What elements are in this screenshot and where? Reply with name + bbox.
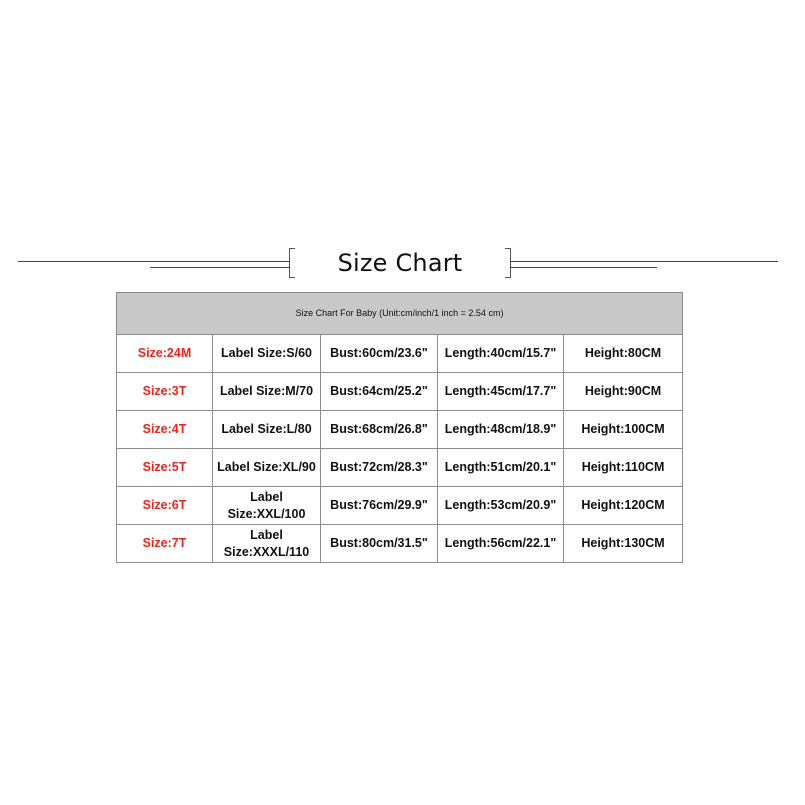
left-inner-rule	[150, 267, 289, 268]
bust-cell: Bust:72cm/28.3"	[321, 449, 438, 487]
table-row	[117, 411, 683, 449]
left-outer-rule	[18, 261, 289, 262]
label-size-cell: Label Size:L/80	[213, 411, 321, 449]
height-cell: Height:90CM	[564, 373, 683, 411]
size-cell: Size:3T	[117, 373, 213, 411]
size-cell: Size:5T	[117, 449, 213, 487]
table-row	[117, 335, 683, 373]
label-size-cell: Label Size:XL/90	[213, 449, 321, 487]
table-row	[117, 373, 683, 411]
length-cell: Length:45cm/17.7"	[438, 373, 564, 411]
table-row	[117, 525, 683, 563]
title-frame	[289, 248, 511, 278]
right-outer-rule	[509, 261, 778, 262]
length-cell: Length:40cm/15.7"	[438, 335, 564, 373]
bust-cell: Bust:76cm/29.9"	[321, 487, 438, 525]
table-row	[117, 487, 683, 525]
size-chart-table	[116, 292, 683, 563]
table-row	[117, 449, 683, 487]
table-caption-row	[117, 293, 683, 335]
size-cell: Size:7T	[117, 525, 213, 563]
height-cell: Height:110CM	[564, 449, 683, 487]
label-size-cell: Label Size:XXXL/110	[213, 525, 321, 563]
length-cell: Length:51cm/20.1"	[438, 449, 564, 487]
size-cell: Size:6T	[117, 487, 213, 525]
bust-cell: Bust:80cm/31.5"	[321, 525, 438, 563]
title-frame-corner	[505, 277, 511, 278]
title-frame-corner	[505, 248, 511, 249]
label-size-cell: Label Size:M/70	[213, 373, 321, 411]
page-title: Size Chart	[337, 249, 463, 277]
length-cell: Length:53cm/20.9"	[438, 487, 564, 525]
bust-cell: Bust:60cm/23.6"	[321, 335, 438, 373]
length-cell: Length:56cm/22.1"	[438, 525, 564, 563]
size-cell: Size:24M	[117, 335, 213, 373]
bust-cell: Bust:68cm/26.8"	[321, 411, 438, 449]
bust-cell: Bust:64cm/25.2"	[321, 373, 438, 411]
height-cell: Height:130CM	[564, 525, 683, 563]
right-inner-rule	[509, 267, 657, 268]
length-cell: Length:48cm/18.9"	[438, 411, 564, 449]
label-size-cell: Label Size:XXL/100	[213, 487, 321, 525]
table-caption: Size Chart For Baby (Unit:cm/inch/1 inch = 2.54 cm)	[117, 293, 683, 335]
label-size-cell: Label Size:S/60	[213, 335, 321, 373]
height-cell: Height:80CM	[564, 335, 683, 373]
size-cell: Size:4T	[117, 411, 213, 449]
height-cell: Height:120CM	[564, 487, 683, 525]
height-cell: Height:100CM	[564, 411, 683, 449]
